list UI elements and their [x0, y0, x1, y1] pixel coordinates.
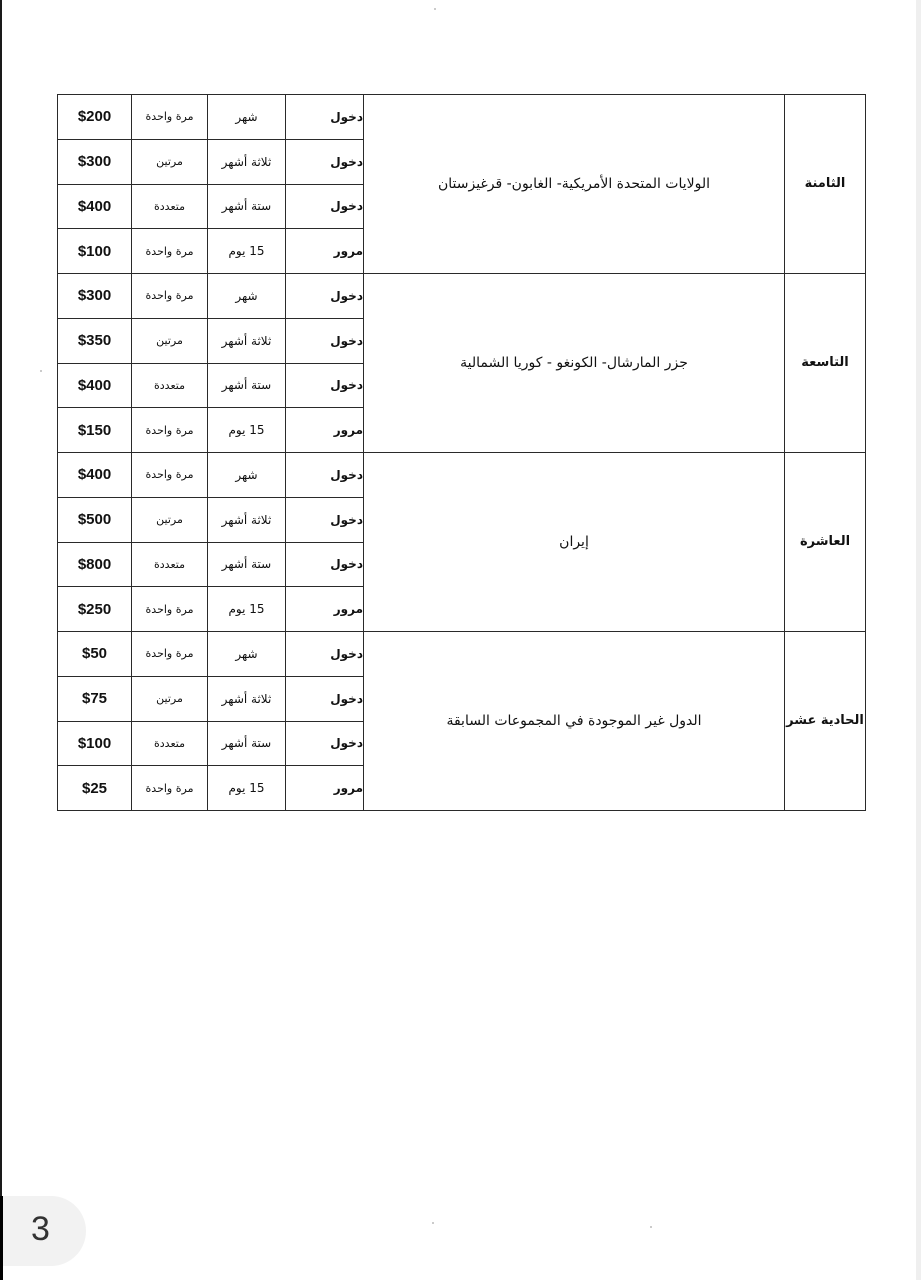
visa-type: دخول: [286, 363, 364, 408]
visa-duration: ثلاثة أشهر: [208, 676, 286, 721]
visa-entries: متعددة: [132, 363, 208, 408]
visa-type: دخول: [286, 721, 364, 766]
visa-entries: مرتين: [132, 318, 208, 363]
visa-price: [58, 587, 132, 632]
visa-price-value: $100: [77, 734, 112, 752]
visa-price: [58, 497, 132, 542]
visa-price: [58, 363, 132, 408]
visa-entries: مرتين: [132, 676, 208, 721]
scan-left-border: [0, 0, 2, 1280]
visa-price-value: $300: [77, 287, 112, 305]
visa-price: [58, 139, 132, 184]
visa-duration: 15 يوم: [208, 229, 286, 274]
group-name: الثامنة: [785, 95, 866, 274]
visa-duration: 15 يوم: [208, 587, 286, 632]
visa-entries: مرة واحدة: [132, 408, 208, 453]
visa-duration: ثلاثة أشهر: [208, 497, 286, 542]
visa-type: دخول: [286, 497, 364, 542]
visa-entries: مرة واحدة: [132, 587, 208, 632]
visa-price-value: $800: [77, 555, 112, 573]
visa-duration: شهر: [208, 632, 286, 677]
visa-duration: ثلاثة أشهر: [208, 318, 286, 363]
visa-price: [58, 676, 132, 721]
visa-price: [58, 632, 132, 677]
visa-type: دخول: [286, 542, 364, 587]
visa-price-value: $50: [81, 645, 108, 663]
visa-price: [58, 408, 132, 453]
table-row: [58, 274, 866, 319]
visa-duration: 15 يوم: [208, 408, 286, 453]
visa-duration: ستة أشهر: [208, 721, 286, 766]
visa-duration: ثلاثة أشهر: [208, 139, 286, 184]
visa-type: مرور: [286, 766, 364, 811]
scan-speck: [650, 1226, 652, 1228]
visa-price: [58, 453, 132, 498]
visa-type: دخول: [286, 95, 364, 140]
visa-entries: متعددة: [132, 184, 208, 229]
visa-type: دخول: [286, 274, 364, 319]
visa-fees-table: [57, 94, 866, 811]
visa-entries: مرة واحدة: [132, 274, 208, 319]
scan-speck: [40, 370, 42, 372]
visa-entries: مرة واحدة: [132, 632, 208, 677]
visa-duration: شهر: [208, 274, 286, 319]
scan-right-border: [916, 0, 921, 1280]
scan-speck: [434, 8, 436, 10]
visa-duration: شهر: [208, 453, 286, 498]
table-row: [58, 453, 866, 498]
table-row: [58, 95, 866, 140]
visa-price: [58, 721, 132, 766]
group-countries: جزر المارشال- الكونغو - كوريا الشمالية: [364, 274, 785, 453]
visa-price: [58, 274, 132, 319]
visa-price: [58, 766, 132, 811]
visa-entries: مرة واحدة: [132, 95, 208, 140]
visa-price: [58, 184, 132, 229]
visa-duration: ستة أشهر: [208, 184, 286, 229]
visa-price-value: $25: [81, 779, 108, 797]
visa-price: [58, 318, 132, 363]
visa-entries: مرتين: [132, 139, 208, 184]
scan-corner-mark: [0, 1196, 3, 1280]
visa-price-value: $400: [77, 376, 112, 394]
visa-price-value: $500: [77, 511, 112, 529]
group-name: الحادية عشر: [785, 632, 866, 811]
visa-price-value: $250: [77, 600, 112, 618]
visa-type: دخول: [286, 676, 364, 721]
group-name: العاشرة: [785, 453, 866, 632]
group-countries: الولايات المتحدة الأمريكية- الغابون- قرغيزستان: [364, 95, 785, 274]
table-row: [58, 632, 866, 677]
group-name: التاسعة: [785, 274, 866, 453]
visa-price-value: $400: [77, 197, 112, 215]
visa-price-value: $75: [81, 690, 108, 708]
visa-price: [58, 95, 132, 140]
visa-type: دخول: [286, 453, 364, 498]
visa-duration: 15 يوم: [208, 766, 286, 811]
visa-entries: مرة واحدة: [132, 766, 208, 811]
visa-price-value: $350: [77, 332, 112, 350]
visa-entries: متعددة: [132, 721, 208, 766]
visa-duration: شهر: [208, 95, 286, 140]
visa-type: مرور: [286, 229, 364, 274]
visa-type: دخول: [286, 632, 364, 677]
visa-price-value: $300: [77, 153, 112, 171]
visa-price-value: $200: [77, 108, 112, 126]
visa-entries: مرة واحدة: [132, 453, 208, 498]
visa-duration: ستة أشهر: [208, 542, 286, 587]
visa-type: مرور: [286, 408, 364, 453]
group-countries: إيران: [364, 453, 785, 632]
visa-type: دخول: [286, 184, 364, 229]
visa-price: [58, 229, 132, 274]
visa-type: دخول: [286, 139, 364, 184]
visa-price-value: $150: [77, 421, 112, 439]
visa-entries: مرة واحدة: [132, 229, 208, 274]
visa-price: [58, 542, 132, 587]
visa-type: مرور: [286, 587, 364, 632]
visa-price-value: $400: [77, 466, 112, 484]
scan-speck: [432, 1222, 434, 1224]
visa-type: دخول: [286, 318, 364, 363]
visa-price-value: $100: [77, 242, 112, 260]
group-countries: الدول غير الموجودة في المجموعات السابقة: [364, 632, 785, 811]
visa-entries: مرتين: [132, 497, 208, 542]
visa-duration: ستة أشهر: [208, 363, 286, 408]
page-number: 3: [31, 1210, 50, 1248]
visa-entries: متعددة: [132, 542, 208, 587]
